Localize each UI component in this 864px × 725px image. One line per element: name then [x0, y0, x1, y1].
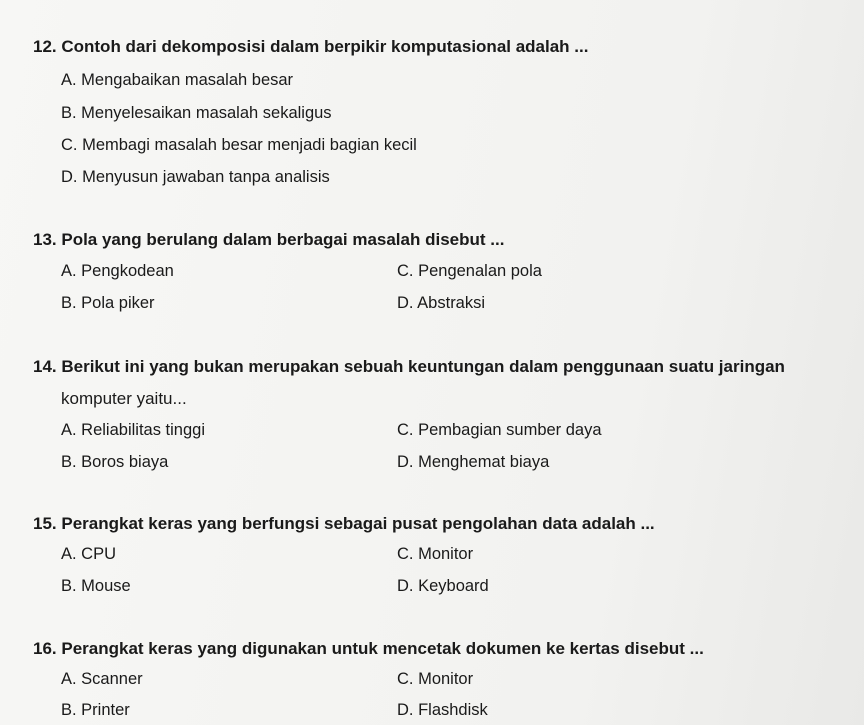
question-15: 15. Perangkat keras yang berfungsi sebagai pusat pengolahan data adalah ... — [33, 514, 655, 533]
option-13b: B. Pola piker — [61, 294, 155, 312]
option-12b: B. Menyelesaikan masalah sekaligus — [61, 104, 332, 122]
question-14: 14. Berikut ini yang bukan merupakan sebuah keuntungan dalam penggunaan suatu jaringan — [33, 357, 785, 376]
option-14d: D. Menghemat biaya — [397, 453, 550, 471]
option-15d: D. Keyboard — [397, 577, 489, 595]
option-16b: B. Printer — [61, 701, 130, 719]
option-16d: D. Flashdisk — [397, 701, 488, 719]
option-13a: A. Pengkodean — [61, 262, 174, 280]
question-16: 16. Perangkat keras yang digunakan untuk mencetak dokumen ke kertas disebut ... — [33, 639, 704, 658]
option-16a: A. Scanner — [61, 670, 143, 688]
option-15c: C. Monitor — [397, 545, 474, 563]
question-14-cont: komputer yaitu... — [61, 389, 187, 408]
option-12c: C. Membagi masalah besar menjadi bagian kecil — [61, 136, 417, 154]
option-13d: D. Abstraksi — [397, 294, 486, 312]
question-12: 12. Contoh dari dekomposisi dalam berpikir komputasional adalah ... — [33, 37, 589, 56]
option-15a: A. CPU — [61, 545, 117, 563]
question-13: 13. Pola yang berulang dalam berbagai masalah disebut ... — [33, 230, 505, 249]
option-12d: D. Menyusun jawaban tanpa analisis — [61, 168, 330, 186]
option-13c: C. Pengenalan pola — [397, 262, 542, 280]
option-14a: A. Reliabilitas tinggi — [61, 421, 205, 439]
option-14b: B. Boros biaya — [61, 453, 169, 471]
option-14c: C. Pembagian sumber daya — [397, 421, 602, 439]
option-15b: B. Mouse — [61, 577, 131, 595]
option-12a: A. Mengabaikan masalah besar — [61, 71, 294, 89]
option-16c: C. Monitor — [397, 670, 474, 688]
